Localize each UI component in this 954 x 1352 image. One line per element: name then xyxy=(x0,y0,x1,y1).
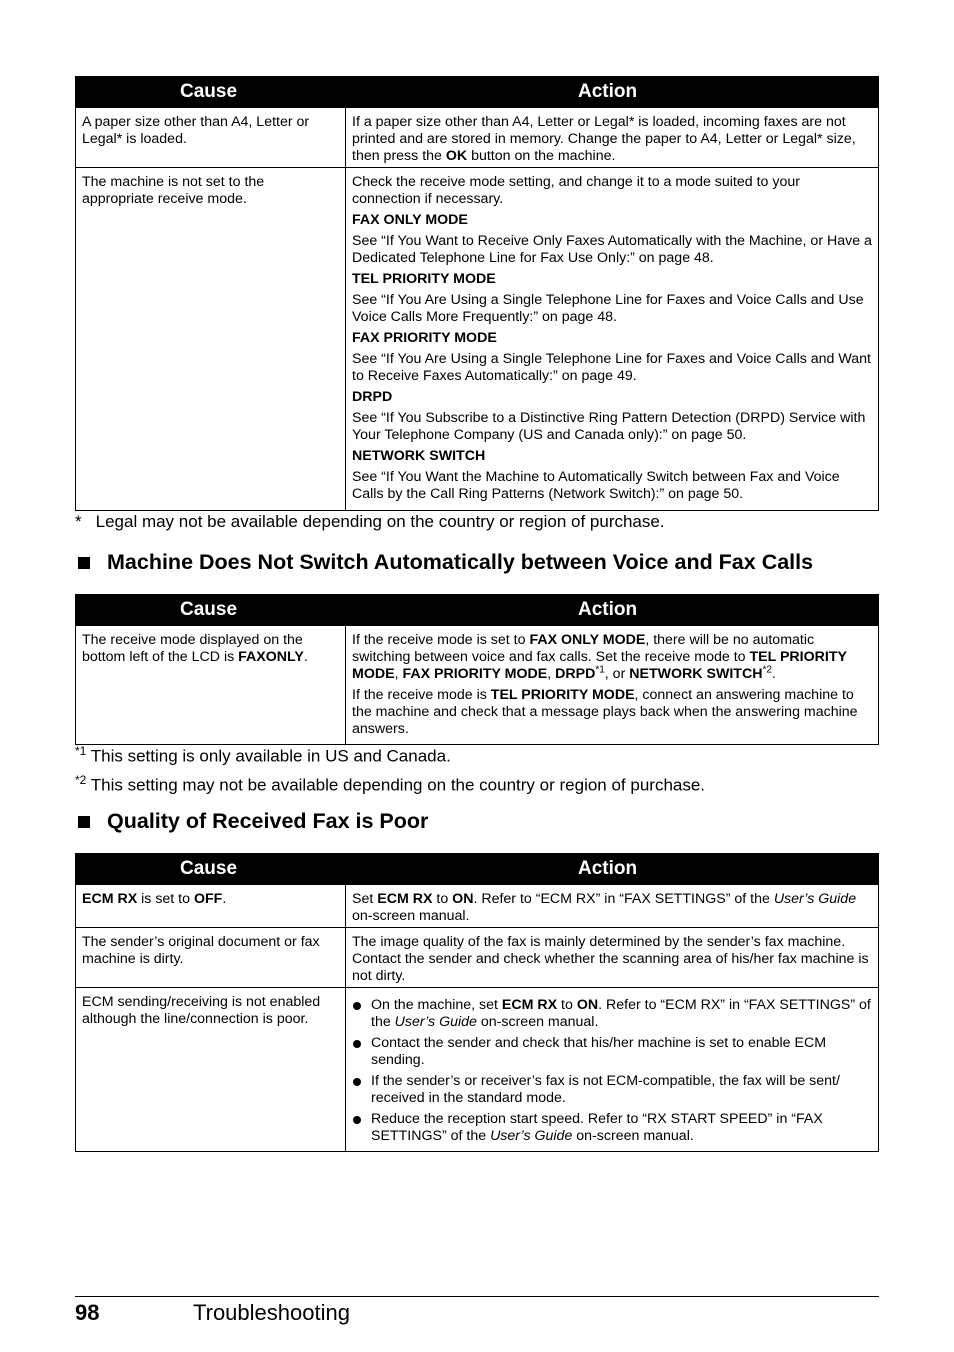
footnote-1: $^{*1}$ This setting is only available in US and Canada. xyxy=(75,744,451,766)
section-heading: Quality of Received Fax is Poor xyxy=(78,809,428,834)
action-text xyxy=(346,988,878,1151)
mode-text: See “If You Subscribe to a Distinctive Ring Pattern Detection (DRPD) Service with Your Telephone Company (US and Canada only):” on page 50. xyxy=(352,410,866,443)
action-text: If the receive mode is set to FAX ONLY MODE, there will be no automatic switching between voice and fax calls. Set the receive mode to TEL PRIORITY MODE, FAX PRIORITY MODE, DRPD$^{*1}$, or NETWORK SWITCH$^{*2}$. If the receive mode is TEL PRIORITY MODE, connect an answering machine to the machine and check that a message plays back when the answering machine answers. xyxy=(352,632,858,737)
mode-text: See “If You Are Using a Single Telephone Line for Faxes and Voice Calls and Want to Receive Faxes Automatically:” on page 49. xyxy=(352,351,871,384)
mode-text: See “If You Want to Receive Only Faxes Automatically with the Machine, or Have a Dedicated Telephone Line for Fax Use Only:” on page 48. xyxy=(352,233,872,266)
action-text: The image quality of the fax is mainly determined by the sender’s fax machine. Contact the sender and check whether the scanning area of his/her fax machine is not dirty. xyxy=(352,934,869,984)
list-item: Contact the sender and check that his/her machine is set to enable ECM sending. xyxy=(352,1035,872,1069)
section-heading: Machine Does Not Switch Automatically between Voice and Fax Calls xyxy=(78,550,813,575)
voice-fax-switch-table xyxy=(75,594,879,745)
action-cell xyxy=(346,108,879,168)
footer-divider xyxy=(75,1296,879,1297)
cause-text: The sender’s original document or fax machine is dirty. xyxy=(82,934,320,967)
mode-text: See “If You Are Using a Single Telephone Line for Faxes and Voice Calls and Use Voice Calls More Frequently:” on page 48. xyxy=(352,292,864,325)
mode-heading: FAX PRIORITY MODE xyxy=(352,330,497,346)
cause-header: Cause xyxy=(76,595,346,626)
table-header xyxy=(76,854,879,885)
receive-mode-table xyxy=(75,76,879,511)
square-bullet-icon xyxy=(78,816,90,828)
action-cell xyxy=(346,885,879,928)
cause-text: ECM RX is set to OFF. xyxy=(82,891,227,907)
footer-section-title: Troubleshooting xyxy=(193,1300,350,1325)
action-header: Action xyxy=(346,595,879,626)
cause-cell xyxy=(76,108,346,168)
list-item: On the machine, set ECM RX to ON. Refer to “ECM RX” in “FAX SETTINGS” of the User’s Guide on-screen manual. xyxy=(352,997,872,1031)
cause-cell xyxy=(76,885,346,928)
list-item: Reduce the reception start speed. Refer to “RX START SPEED” in “FAX SETTINGS” of the User’s Guide on-screen manual. xyxy=(352,1111,872,1145)
cause-text: The receive mode displayed on the bottom left of the LCD is FAXONLY. xyxy=(82,632,308,665)
mode-text: See “If You Want the Machine to Automatically Switch between Fax and Voice Calls by the Call Ring Patterns (Network Switch):” on page 50. xyxy=(352,469,840,502)
cause-text: The machine is not set to the appropriate receive mode. xyxy=(82,174,265,207)
mode-heading: TEL PRIORITY MODE xyxy=(352,271,496,287)
cause-cell xyxy=(76,626,346,745)
table-row xyxy=(76,988,879,1152)
cause-text: ECM sending/receiving is not enabled although the line/connection is poor. xyxy=(82,994,321,1027)
cause-text: A paper size other than A4, Letter or Legal* is loaded. xyxy=(82,114,310,147)
page-number: 98 xyxy=(75,1300,100,1325)
intro-text: Check the receive mode setting, and change it to a mode suited to your connection if necessary. xyxy=(352,174,800,207)
fax-quality-table xyxy=(75,853,879,1152)
table-row xyxy=(76,168,879,511)
action-cell xyxy=(346,168,879,511)
footnote-2: $^{*2}$ This setting may not be available depending on the country or region of purchase. xyxy=(75,773,706,795)
action-cell xyxy=(346,928,879,988)
list-item: If the sender’s or receiver’s fax is not ECM-compatible, the fax will be sent/ received in the standard mode. xyxy=(352,1073,872,1107)
action-cell xyxy=(346,988,879,1152)
action-text xyxy=(346,168,878,509)
cause-cell xyxy=(76,988,346,1152)
action-header: Action xyxy=(346,77,879,108)
table-row xyxy=(76,626,879,745)
mode-heading: NETWORK SWITCH xyxy=(352,448,486,464)
table-row xyxy=(76,928,879,988)
square-bullet-icon xyxy=(78,557,90,569)
action-text: Set ECM RX to ON. Refer to “ECM RX” in “FAX SETTINGS” of the User’s Guide on-screen manual. xyxy=(352,891,857,924)
cause-header: Cause xyxy=(76,77,346,108)
table-header xyxy=(76,77,879,108)
cause-header: Cause xyxy=(76,854,346,885)
table-row xyxy=(76,108,879,168)
mode-heading: FAX ONLY MODE xyxy=(352,212,468,228)
bullet-list xyxy=(352,997,872,1145)
action-header: Action xyxy=(346,854,879,885)
table-row xyxy=(76,885,879,928)
footnote-legal: * Legal may not be available depending on the country or region of purchase. xyxy=(75,512,665,531)
cause-cell xyxy=(76,928,346,988)
action-text: If a paper size other than A4, Letter or Legal* is loaded, incoming faxes are not printed and are stored in memory. Change the paper to A4, Letter or Legal* size, then press the OK button on the machine. xyxy=(352,114,856,164)
mode-heading: DRPD xyxy=(352,389,393,405)
table-header xyxy=(76,595,879,626)
cause-cell xyxy=(76,168,346,511)
action-cell xyxy=(346,626,879,745)
